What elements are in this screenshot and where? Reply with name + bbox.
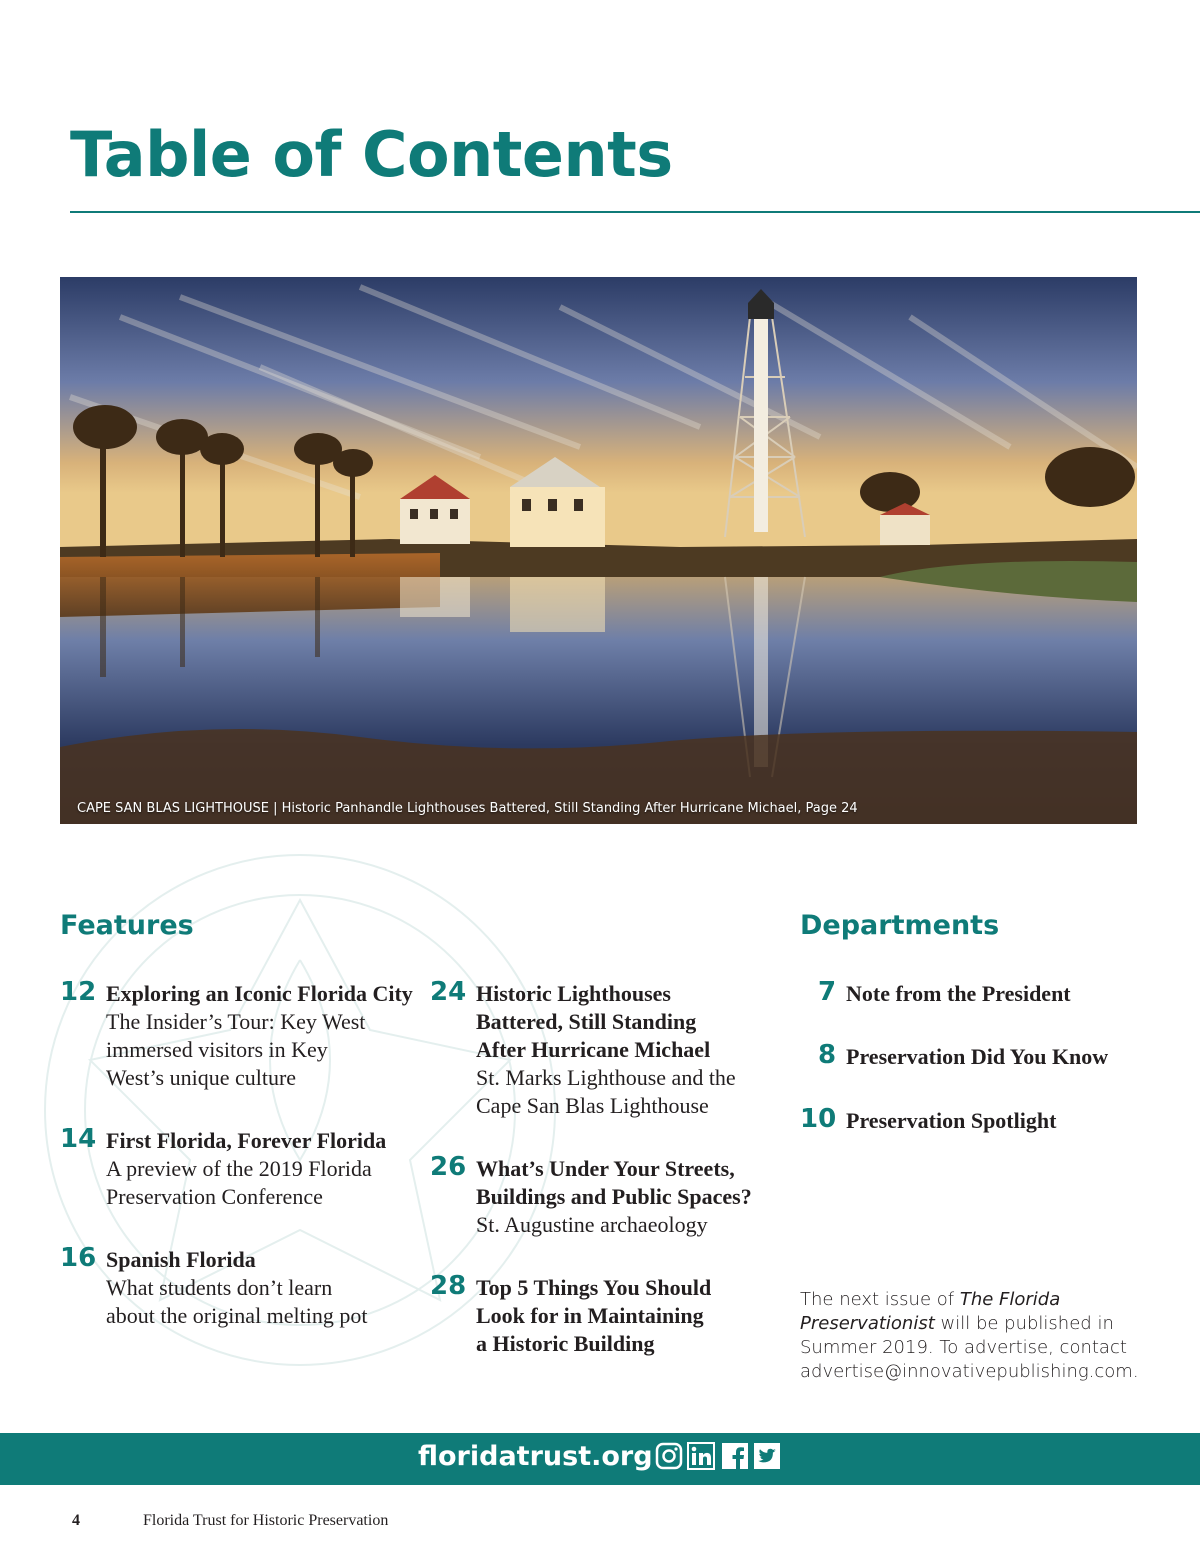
- page-number: 16: [60, 1243, 97, 1273]
- entry-title-line: Battered, Still Standing: [476, 1009, 697, 1034]
- entry-title-line: Historic Lighthouses: [476, 981, 671, 1006]
- entry-title-line: What’s Under Your Streets,: [476, 1156, 735, 1181]
- entry-title: Note from the President: [846, 981, 1071, 1006]
- entry-title-line: Look for in Maintaining: [476, 1303, 704, 1328]
- entry-desc-line: West’s unique culture: [106, 1065, 297, 1090]
- entry-title: Spanish Florida: [106, 1247, 256, 1272]
- entry-desc-line: The Insider’s Tour: Key West: [106, 1009, 366, 1034]
- page-number: 10: [800, 1104, 837, 1134]
- entry-title: First Florida, Forever Florida: [106, 1128, 387, 1153]
- entry-desc-line: about the original melting pot: [106, 1303, 368, 1328]
- next-issue-notice: [800, 1288, 1160, 1384]
- page-number: 8: [818, 1040, 837, 1070]
- notice-prefix: The next issue of: [800, 1289, 960, 1310]
- page-number: 28: [430, 1271, 467, 1301]
- entry-desc-line: St. Marks Lighthouse and the: [476, 1065, 736, 1090]
- hero-photo: [60, 277, 1137, 824]
- entry-title-line: After Hurricane Michael: [476, 1037, 711, 1062]
- departments-heading: Departments: [800, 910, 1000, 941]
- page-title: Table of Contents: [70, 118, 673, 191]
- twitter-icon[interactable]: [753, 1442, 781, 1470]
- notice-suffix: will be published in Summer 2019. To advertise, contact advertise@innovativepublishing.com.: [800, 1313, 1139, 1382]
- entry-title: Preservation Spotlight: [846, 1108, 1057, 1133]
- footer-bar: [0, 1433, 1200, 1485]
- photo-caption: CAPE SAN BLAS LIGHTHOUSE | Historic Panhandle Lighthouses Battered, Still Standing After Hurricane Michael, Page 24: [77, 801, 858, 816]
- entry-title-line: Top 5 Things You Should: [476, 1275, 712, 1300]
- publication-footer: Florida Trust for Historic Preservation: [143, 1512, 389, 1529]
- entry-desc-line: Cape San Blas Lighthouse: [476, 1093, 709, 1118]
- entry-title: Exploring an Iconic Florida City: [106, 981, 413, 1006]
- page-number: 24: [430, 977, 467, 1007]
- page-number: 26: [430, 1152, 467, 1182]
- entry-desc-line: St. Augustine archaeology: [476, 1212, 708, 1237]
- linkedin-icon[interactable]: [687, 1442, 715, 1470]
- lighthouse-photo: [60, 277, 1137, 824]
- entry-desc-line: What students don’t learn: [106, 1275, 333, 1300]
- page-number-footer: 4: [72, 1512, 80, 1529]
- instagram-icon[interactable]: [655, 1442, 683, 1470]
- page-number: 7: [818, 977, 837, 1007]
- entry-desc-line: immersed visitors in Key: [106, 1037, 328, 1062]
- facebook-icon[interactable]: [721, 1442, 749, 1470]
- entry-title: Preservation Did You Know: [846, 1044, 1109, 1069]
- entry-desc-line: A preview of the 2019 Florida: [106, 1156, 372, 1181]
- entry-desc-line: Preservation Conference: [106, 1184, 323, 1209]
- entry-title-line: a Historic Building: [476, 1331, 655, 1356]
- entry-title-line: Buildings and Public Spaces?: [476, 1184, 752, 1209]
- title-divider: [70, 211, 1200, 213]
- publication-name: The Florida Preservationist: [800, 1289, 1061, 1334]
- page-number: 14: [60, 1124, 97, 1154]
- website-link[interactable]: floridatrust.org: [418, 1441, 653, 1472]
- features-heading: Features: [60, 910, 194, 941]
- page-number: 12: [60, 977, 97, 1007]
